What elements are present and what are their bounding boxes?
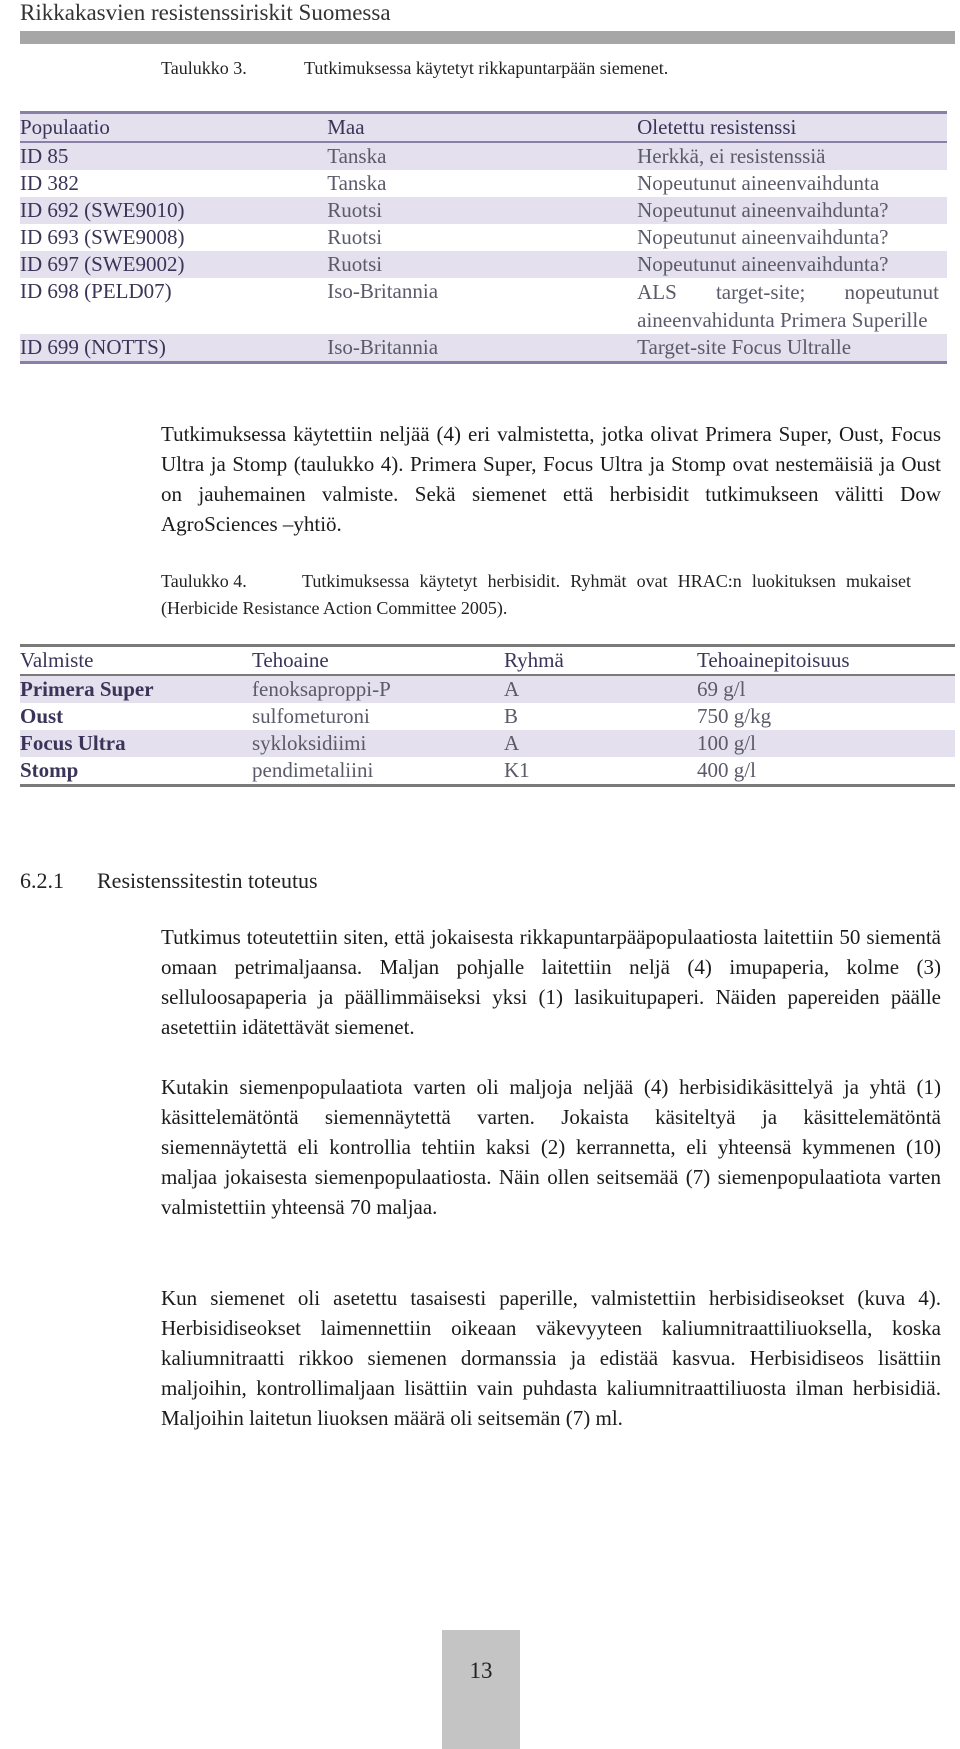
table3-caption-text: Tutkimuksessa käytetyt rikkapuntarpään siemenet. (304, 58, 669, 78)
product-cell: Oust (20, 704, 64, 728)
country-cell: Iso-Britannia (327, 279, 439, 303)
resistance-cell: ALS target-site; nopeutunut aineenvahidunta Primera Superille (637, 280, 939, 332)
resistance-cell: Nopeutunut aineenvaihdunta? (637, 251, 947, 278)
resistance-cell: Nopeutunut aineenvaihdunta? (637, 225, 889, 249)
population-cell: ID 699 (NOTTS) (20, 334, 327, 363)
population-cell: ID 382 (20, 171, 79, 195)
section-heading (20, 868, 318, 894)
body-paragraph: Tutkimus toteutettiin siten, että jokaisesta rikkapuntarpääpopulaatiosta laitettiin 50 siementä omaan petrimaljaansa. Maljan pohjalle laitettiin neljä (4) imupaperia, kolme (3) selluloosapaperia ja päällimmäiseksi yksi (1) lasikuitupaperi. Näiden papereiden päälle asetettiin idätettävät siemenet. (161, 925, 941, 1039)
body-paragraph: Kun siemenet oli asetettu tasaisesti paperille, valmistettiin herbisidiseokset (kuva 4). Herbisidiseokset laimennettiin oikeaan väkevyyteen kaliumnitraattiliuoksella, koska kaliumnitraatti rikkoo siemenen dormanssia ja edistää kasvua. Herbisidiseos lisättiin maljoihin, kontrollimaljaan lisättiin vain puhdasta kaliumnitraattiliuosta ilman herbisidiä. Maljoihin laitetun liuoksen määrä oli seitsemän (7) ml. (161, 1286, 941, 1430)
table-row (20, 251, 947, 278)
table-row (20, 170, 947, 197)
group-cell: A (504, 675, 697, 703)
resistance-cell: Target-site Focus Ultralle (637, 334, 947, 363)
product-cell: Stomp (20, 757, 252, 786)
concentration-cell: 69 g/l (697, 675, 955, 703)
table-row (20, 197, 947, 224)
country-cell: Tanska (327, 171, 387, 195)
population-cell: ID 697 (SWE9002) (20, 251, 327, 278)
table-row (20, 278, 947, 334)
population-cell: ID 693 (SWE9008) (20, 225, 185, 249)
page-number-box (442, 1630, 520, 1749)
table4-caption-number: Taulukko 4. (161, 571, 247, 591)
resistance-cell: Nopeutunut aineenvaihdunta? (637, 197, 947, 224)
table-row (20, 757, 955, 786)
resistance-cell: Herkkä, ei resistenssiä (637, 142, 947, 170)
header-rule (20, 31, 955, 44)
concentration-cell: 750 g/kg (697, 704, 772, 728)
population-cell: ID 692 (SWE9010) (20, 197, 327, 224)
body-paragraph: Tutkimuksessa käytettiin neljää (4) eri valmistetta, jotka olivat Primera Super, Oust, Focus Ultra ja Stomp (taulukko 4). Primera Super, Focus Ultra ja Stomp ovat nestemäisiä ja Oust on jauhemainen valmiste. Sekä siemenet että herbisidit tutkimukseen välitti Dow AgroSciences –yhtiö. (161, 422, 941, 536)
herbicide-table (20, 644, 955, 787)
table-header-row (20, 646, 955, 676)
concentration-cell: 400 g/l (697, 757, 955, 786)
column-header: Maa (327, 113, 637, 143)
country-cell: Iso-Britannia (327, 334, 637, 363)
body-paragraph: Kutakin siemenpopulaatiota varten oli maljoja neljää (4) herbisidikäsittelyä ja yhtä (1) käsittelemätöntä siemennäytettä varten. Jokaista käsiteltyä ja käsittelemätöntä siemennäytettä eli kontrollia tehtiin kaksi (2) kerrannetta, eli yhteensä kymmenen (10) maljaa jokaisesta siemenpopulaatiosta. Näin ollen seitsemää (7) siemenpopulaatiota varten valmistettiin yhteensä 70 maljaa. (161, 1075, 941, 1219)
population-cell: ID 85 (20, 142, 327, 170)
section-title: Resistenssitestin toteutus (97, 868, 318, 893)
group-cell: B (504, 704, 519, 728)
country-cell: Tanska (327, 142, 637, 170)
section-number: 6.2.1 (20, 868, 64, 893)
column-header: Oletettu resistenssi (637, 113, 947, 143)
active-ingredient-cell: sykloksidiimi (252, 730, 504, 757)
active-ingredient-cell: pendimetaliini (252, 757, 504, 786)
active-ingredient-cell: fenoksaproppi-P (252, 675, 504, 703)
population-cell: ID 698 (PELD07) (20, 279, 172, 303)
concentration-cell: 100 g/l (697, 730, 955, 757)
table4-caption (161, 568, 911, 622)
column-header: Valmiste (20, 646, 252, 676)
country-cell: Ruotsi (327, 225, 383, 249)
table-row (20, 142, 947, 170)
product-cell: Focus Ultra (20, 730, 252, 757)
table-header-row (20, 113, 947, 143)
table-row (20, 675, 955, 703)
page-number: 13 (469, 1658, 493, 1683)
product-cell: Primera Super (20, 675, 252, 703)
table3-caption (161, 58, 668, 79)
table-row (20, 334, 947, 363)
column-header: Ryhmä (504, 646, 697, 676)
running-header-title: Rikkakasvien resistenssiriskit Suomessa (20, 0, 391, 25)
column-header: Tehoaine (252, 646, 504, 676)
table-row (20, 730, 955, 757)
table-row (20, 224, 947, 251)
table3-caption-number: Taulukko 3. (161, 58, 247, 78)
country-cell: Ruotsi (327, 197, 637, 224)
column-header: Tehoainepitoisuus (697, 646, 955, 676)
table-row (20, 703, 955, 730)
resistance-cell: Nopeutunut aineenvaihdunta (637, 171, 880, 195)
seed-population-table (20, 111, 947, 364)
group-cell: K1 (504, 757, 697, 786)
active-ingredient-cell: sulfometuroni (252, 704, 370, 728)
table4-caption-text: Tutkimuksessa käytetyt herbisidit. Ryhmät ovat HRAC:n luokituksen mukaiset (Herbicide Resistance Action Committee 2005). (161, 571, 911, 618)
group-cell: A (504, 730, 697, 757)
country-cell: Ruotsi (327, 251, 637, 278)
column-header: Populaatio (20, 113, 327, 143)
